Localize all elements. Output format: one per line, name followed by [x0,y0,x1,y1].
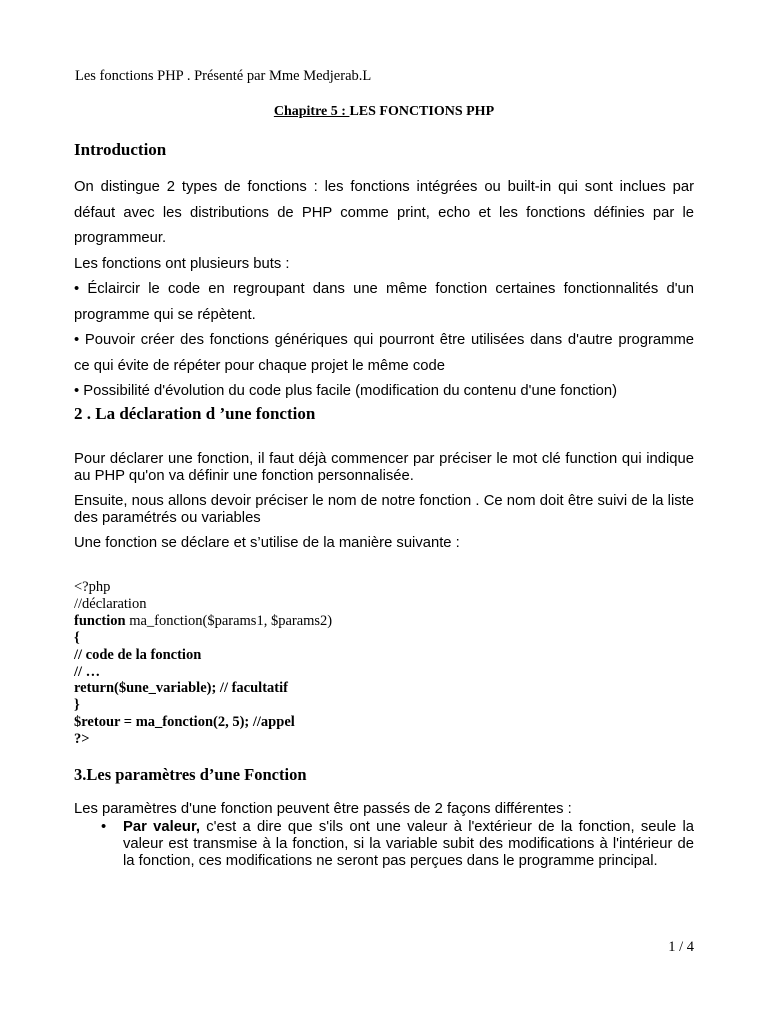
code-function-line [74,613,332,630]
declaration-paragraph: Ensuite, nous allons devoir préciser le nom de notre fonction . Ce nom doit être suivi de la liste des paramétrés ou variables [74,493,694,526]
code-call-line: $retour = ma_fonction(2, 5); //appel [74,714,295,731]
code-comment-ellipsis: // … [74,663,101,680]
bullet-bold-term: Par valeur, [123,819,201,835]
running-header: Les fonctions PHP . Présenté par Mme Medjerab.L [75,68,372,84]
code-comment: //déclaration [74,595,147,612]
intro-bullet: • Éclaircir le code en regroupant dans une même fonction certaines fonctionnalités d'un programme qui se répètent. [74,281,694,323]
parameters-heading: 3.Les paramètres d’une Fonction [74,765,307,784]
bullet-text: c'est a dire que s'ils ont une valeur à l'extérieur de la fonction, seule la valeur est transmise à la fonction, si la variable subit des modifications à l'intérieur de la fonction, ces modifications ne seront pas perçues dans le programme principal. [123,819,694,869]
declaration-paragraph: Pour déclarer une fonction, il faut déjà commencer par préciser le mot clé function qui indique au PHP qu'on va définir une fonction personnalisée. [74,451,694,484]
code-return-line: return($une_variable); // facultatif [74,680,288,697]
code-open-tag: <?php [74,579,111,595]
code-brace-close: } [74,697,80,714]
chapter-title [0,104,768,120]
bullet-icon: • [101,819,107,835]
code-comment-body: // code de la fonction [74,646,202,663]
declaration-body [74,451,694,560]
introduction-body [74,175,694,405]
parameters-body [74,801,694,870]
declaration-paragraph: Une fonction se déclare et s’utilise de la manière suivante : [74,535,460,551]
page-number: 1 / 4 [668,939,694,955]
intro-bullet: • Possibilité d'évolution du code plus facile (modification du contenu d'une fonction) [74,383,618,399]
code-sample [74,579,332,748]
intro-paragraph: On distingue 2 types de fonctions : les fonctions intégrées ou built-in qui sont inclues par défaut avec les distributions de PHP comme print, echo et les fonctions définies par le programmeur. [74,179,694,246]
parameters-intro: Les paramètres d'une fonction peuvent être passés de 2 façons différentes : [74,801,572,817]
chapter-name: LES FONCTIONS PHP [349,104,495,119]
code-close-tag: ?> [74,731,90,748]
list-item [74,819,694,870]
introduction-heading: Introduction [74,140,167,159]
intro-bullet: • Pouvoir créer des fonctions génériques qui pourront être utilisées dans d'autre programme ce qui évite de répéter pour chaque projet le même code [74,332,694,374]
intro-paragraph: Les fonctions ont plusieurs buts : [74,255,290,272]
code-brace-open: { [74,629,80,646]
code-keyword: function [74,612,126,629]
chapter-prefix: Chapitre 5 : [273,104,350,119]
declaration-heading: 2 . La déclaration d ’une fonction [74,404,316,423]
code-signature: ma_fonction($params1, $params2) [125,612,333,629]
